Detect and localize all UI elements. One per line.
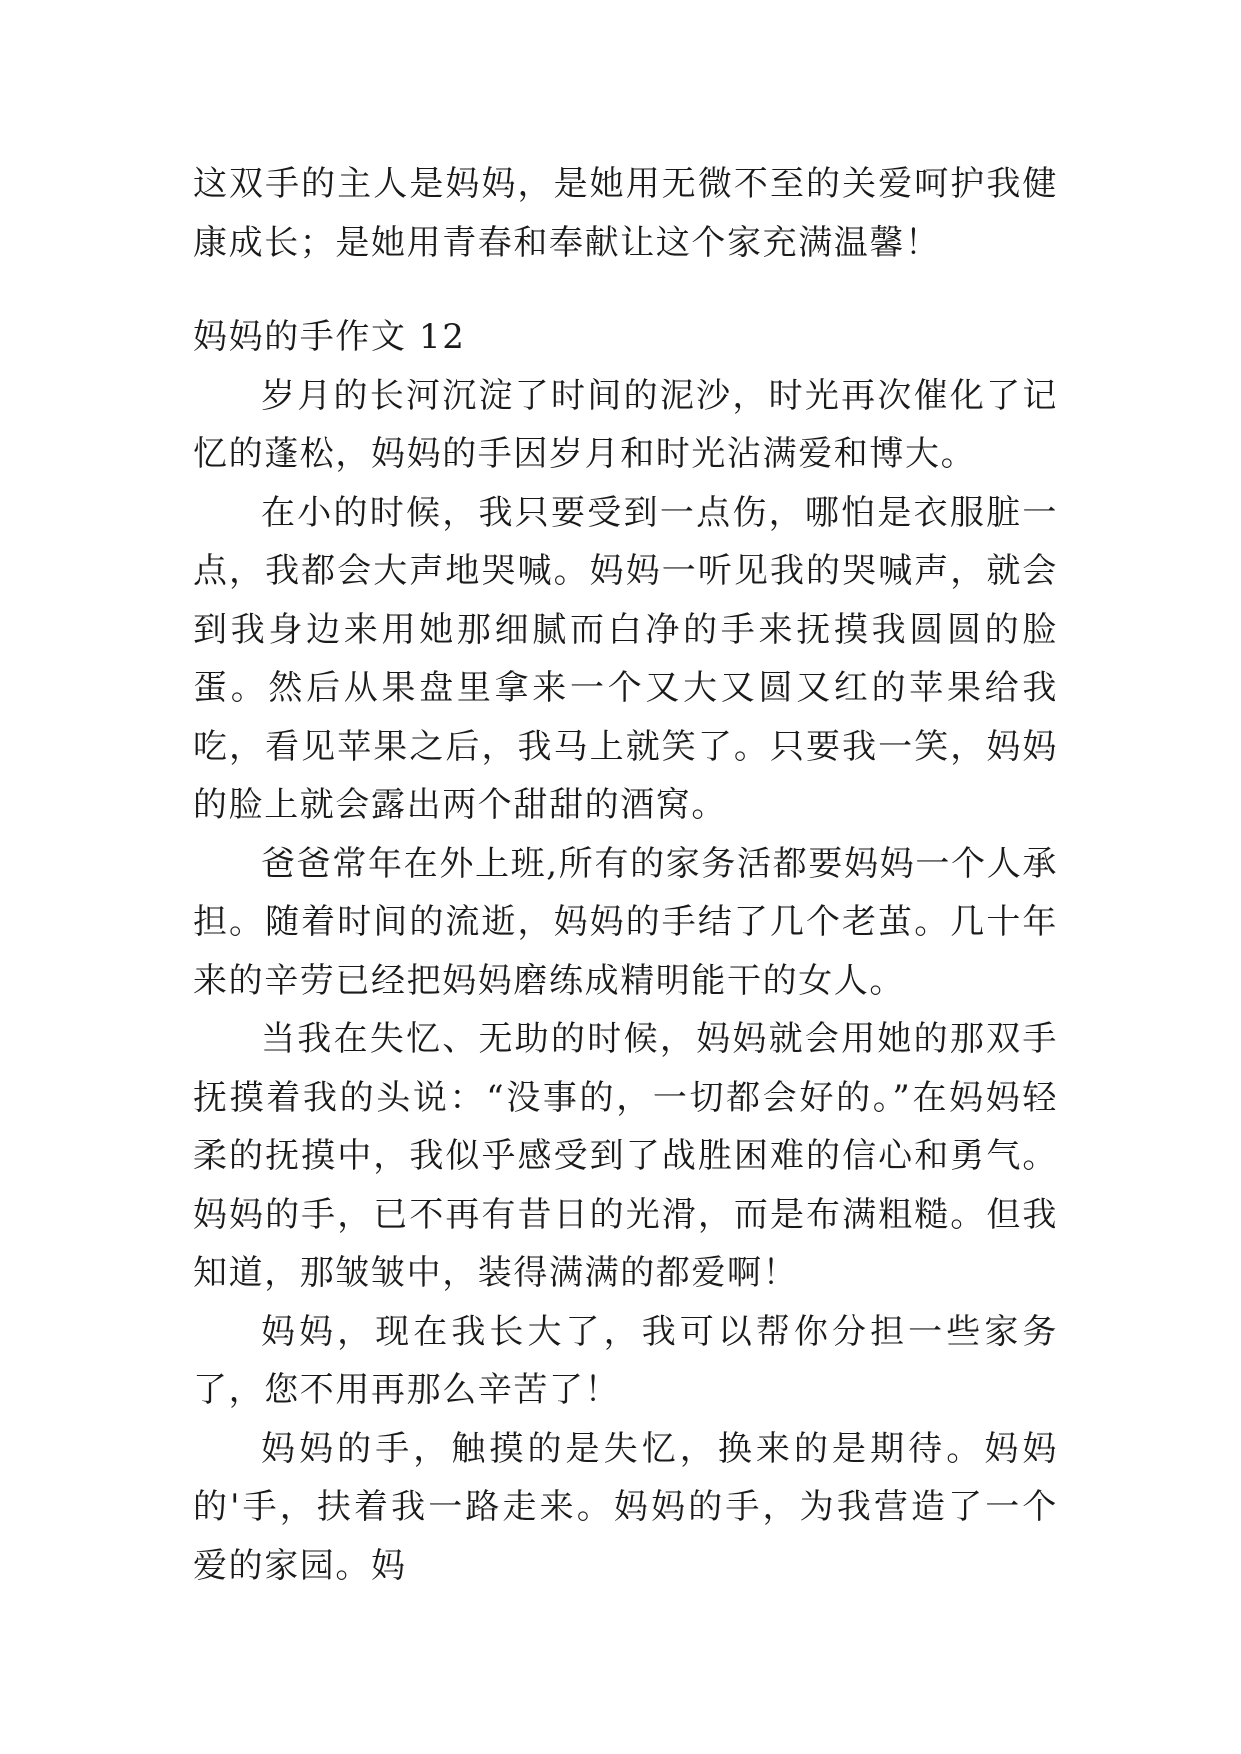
- document-body: [193, 155, 1058, 1595]
- paragraph-2: 在小的时候，我只要受到一点伤，哪怕是衣服脏一点，我都会大声地哭喊。妈妈一听见我的哭喊声，就会到我身边来用她那细腻而白净的手来抚摸我圆圆的脸蛋。然后从果盘里拿来一个又大又圆又红的苹果给我吃，看见苹果之后，我马上就笑了。只要我一笑，妈妈的脸上就会露出两个甜甜的酒窝。: [193, 492, 1058, 825]
- opening-paragraph: 这双手的主人是妈妈，是她用无微不至的关爱呵护我健康成长；是她用青春和奉献让这个家充满温馨！: [193, 164, 1058, 263]
- paragraph-1: 岁月的长河沉淀了时间的泥沙，时光再次催化了记忆的蓬松，妈妈的手因岁月和时光沾满爱和博大。: [193, 375, 1058, 474]
- paragraph-5: 妈妈，现在我长大了，我可以帮你分担一些家务了，您不用再那么辛苦了！: [193, 1311, 1058, 1410]
- paragraph-3: 爸爸常年在外上班,所有的家务活都要妈妈一个人承担。随着时间的流逝，妈妈的手结了几个老茧。几十年来的辛劳已经把妈妈磨练成精明能干的女人。: [193, 843, 1058, 1001]
- essay-title: 妈妈的手作文 12: [193, 317, 466, 357]
- paragraph-6: 妈妈的手，触摸的是失忆，换来的是期待。妈妈的'手，扶着我一路走来。妈妈的手，为我营造了一个爱的家园。妈: [193, 1428, 1058, 1586]
- paragraph-4: 当我在失忆、无助的时候，妈妈就会用她的那双手抚摸着我的头说：“没事的，一切都会好的。”在妈妈轻柔的抚摸中，我似乎感受到了战胜困难的信心和勇气。妈妈的手，已不再有昔日的光滑，而是布满粗糙。但我知道，那皱皱中，装得满满的都爱啊！: [193, 1019, 1058, 1293]
